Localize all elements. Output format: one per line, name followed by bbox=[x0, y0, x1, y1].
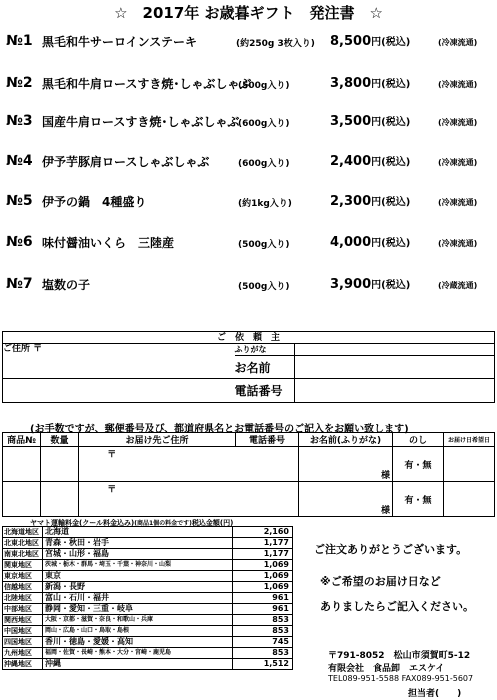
shipping-row bbox=[3, 582, 293, 593]
shipping-fee: 1,177 bbox=[233, 538, 293, 549]
shipping-fee: 1,069 bbox=[233, 571, 293, 582]
shipping-row bbox=[3, 659, 293, 670]
order-header-cell: お名前(ふりがな) bbox=[299, 433, 393, 447]
product-number: №4 bbox=[6, 153, 33, 169]
shipping-row bbox=[3, 637, 293, 648]
shipping-table bbox=[2, 526, 293, 670]
product-row bbox=[0, 234, 497, 254]
shipping-region: 関東地区 bbox=[3, 560, 43, 571]
product-price bbox=[330, 75, 410, 91]
shipping-region: 関西地区 bbox=[3, 615, 43, 626]
postal-mark: 〒 bbox=[107, 450, 117, 460]
product-row bbox=[0, 33, 497, 53]
product-name: 伊予芋豚肩ロースしゃぶしゃぶ bbox=[42, 155, 210, 169]
order-cell[interactable] bbox=[236, 482, 299, 517]
product-quantity: (約1kg入り) bbox=[238, 199, 292, 209]
shipping-fee: 1,069 bbox=[233, 560, 293, 571]
product-row bbox=[0, 193, 497, 213]
product-shipping-type: (冷凍流通) bbox=[438, 239, 478, 248]
product-number: №2 bbox=[6, 75, 33, 91]
thanks-message: ご注文ありがとうございます。 bbox=[314, 543, 468, 556]
price-value: 3,800 bbox=[330, 76, 372, 91]
shipping-row bbox=[3, 626, 293, 637]
person-in-charge: 担当者( ) bbox=[408, 689, 462, 699]
shipping-fee: 853 bbox=[233, 626, 293, 637]
order-table bbox=[2, 432, 495, 517]
product-shipping-type: (冷凍流通) bbox=[438, 158, 478, 167]
price-value: 2,400 bbox=[330, 154, 372, 169]
product-price bbox=[330, 153, 410, 169]
shipping-region: 四国地区 bbox=[3, 637, 43, 648]
phone-label: 電話番号 bbox=[235, 379, 295, 403]
shipping-region: 中国地区 bbox=[3, 626, 43, 637]
sama-cell[interactable] bbox=[299, 447, 393, 482]
product-price bbox=[330, 193, 410, 209]
order-address-cell[interactable] bbox=[79, 447, 236, 482]
company-tel-fax: TEL089-951-5588 FAX089-951-5607 bbox=[328, 674, 474, 683]
order-header-cell: お届け日希望日 bbox=[444, 433, 495, 447]
order-cell[interactable] bbox=[3, 482, 41, 517]
product-name: 国産牛肩ロースすき焼･しゃぶしゃぶ bbox=[42, 115, 240, 129]
price-tax-label: 円(税込) bbox=[371, 37, 411, 48]
shipping-prefectures: 静岡・愛知・三重・岐阜 bbox=[43, 604, 233, 615]
order-header-cell: お届け先ご住所 bbox=[79, 433, 236, 447]
shipping-fee: 1,069 bbox=[233, 582, 293, 593]
shipping-fee: 961 bbox=[233, 593, 293, 604]
product-name: 味付醤油いくら 三陸産 bbox=[42, 236, 175, 250]
product-price bbox=[330, 113, 410, 129]
shipping-fee: 1,177 bbox=[233, 549, 293, 560]
shipping-caption-main: ヤマト運輸料金(クール料金込み) bbox=[30, 519, 135, 527]
order-header-cell: 電話番号 bbox=[236, 433, 299, 447]
shipping-region: 沖縄地区 bbox=[3, 659, 43, 670]
product-name: 黒毛和牛サーロインステーキ bbox=[42, 35, 198, 49]
order-header-cell: のし bbox=[393, 433, 444, 447]
product-shipping-type: (冷凍流通) bbox=[438, 80, 478, 89]
product-row bbox=[0, 153, 497, 173]
shipping-fee: 745 bbox=[233, 637, 293, 648]
postal-mark: 〒 bbox=[107, 485, 117, 495]
price-value: 3,500 bbox=[330, 114, 372, 129]
shipping-prefectures: 富山・石川・福井 bbox=[43, 593, 233, 604]
price-value: 2,300 bbox=[330, 194, 372, 209]
company-name: 有限会社 食品卸 エスケイ bbox=[328, 664, 445, 674]
product-number: №1 bbox=[6, 33, 33, 49]
page-title: ☆ 2017年 お歳暮ギフト 発注書 ☆ bbox=[114, 4, 383, 22]
product-row bbox=[0, 113, 497, 133]
shipping-region: 北東北地区 bbox=[3, 538, 43, 549]
price-value: 8,500 bbox=[330, 34, 372, 49]
furigana-field[interactable] bbox=[295, 344, 495, 356]
shipping-row bbox=[3, 604, 293, 615]
order-header-cell: 数量 bbox=[41, 433, 79, 447]
shipping-caption-small: (商品1個の料金です) bbox=[134, 520, 192, 527]
product-number: №3 bbox=[6, 113, 33, 129]
price-value: 3,900 bbox=[330, 277, 372, 292]
shipping-prefectures: 東京 bbox=[43, 571, 233, 582]
order-cell[interactable] bbox=[41, 447, 79, 482]
product-price bbox=[330, 276, 410, 292]
shipping-prefectures: 北海道 bbox=[43, 527, 233, 538]
request-message-1: ※ご希望のお届け日など bbox=[320, 575, 441, 588]
product-quantity: (500g入り) bbox=[238, 282, 290, 292]
client-table bbox=[2, 331, 495, 403]
product-number: №5 bbox=[6, 193, 33, 209]
order-address-cell[interactable] bbox=[79, 482, 236, 517]
address-label-cell bbox=[3, 344, 235, 379]
name-label: お名前 bbox=[235, 356, 295, 379]
address-field[interactable] bbox=[3, 379, 235, 403]
company-address: 〒791-8052 松山市須賀町5-12 bbox=[328, 651, 471, 661]
price-tax-label: 円(税込) bbox=[371, 197, 411, 208]
shipping-prefectures: 大阪・京都・滋賀・奈良・和歌山・兵庫 bbox=[43, 615, 233, 626]
product-name: 塩数の子 bbox=[42, 278, 91, 292]
shipping-region: 中部地区 bbox=[3, 604, 43, 615]
shipping-prefectures: 宮城・山形・福島 bbox=[43, 549, 233, 560]
order-cell[interactable] bbox=[236, 447, 299, 482]
shipping-caption-tail: 税込金額(円) bbox=[191, 519, 234, 527]
shipping-prefectures: 福岡・佐賀・長崎・熊本・大分・宮崎・鹿児島 bbox=[43, 648, 233, 659]
product-shipping-type: (冷凍流通) bbox=[438, 38, 478, 47]
order-cell[interactable] bbox=[41, 482, 79, 517]
price-tax-label: 円(税込) bbox=[371, 238, 411, 249]
price-tax-label: 円(税込) bbox=[371, 157, 411, 168]
name-field[interactable] bbox=[295, 356, 495, 379]
shipping-row bbox=[3, 593, 293, 604]
postal-mark: 〒 bbox=[33, 344, 43, 354]
shipping-fee: 853 bbox=[233, 648, 293, 659]
shipping-prefectures: 香川・徳島・愛媛・高知 bbox=[43, 637, 233, 648]
product-shipping-type: (冷蔵流通) bbox=[438, 281, 478, 290]
notice-text: (お手数ですが、郵便番号及び、都道府県名とお電話番号のご記入をお願い致します) bbox=[30, 424, 409, 435]
shipping-fee: 2,160 bbox=[233, 527, 293, 538]
shipping-row bbox=[3, 648, 293, 659]
address-label: ご住所 bbox=[3, 344, 31, 354]
shipping-prefectures: 岡山・広島・山口・鳥取・島根 bbox=[43, 626, 233, 637]
client-header: ご 依 頼 主 bbox=[3, 332, 495, 344]
product-quantity: (600g入り) bbox=[238, 119, 290, 129]
shipping-fee: 853 bbox=[233, 615, 293, 626]
request-message-2: ありましたらご記入ください。 bbox=[320, 600, 474, 613]
product-row bbox=[0, 75, 497, 95]
noshi-option[interactable]: 有・無 bbox=[393, 447, 444, 482]
order-header-cell: 商品№ bbox=[3, 433, 41, 447]
product-name: 黒毛和牛肩ロースすき焼･しゃぶしゃぶ bbox=[42, 77, 252, 91]
product-number: №7 bbox=[6, 276, 33, 292]
shipping-fee: 1,512 bbox=[233, 659, 293, 670]
product-quantity: (約250g 3枚入り) bbox=[236, 39, 315, 49]
order-cell[interactable] bbox=[3, 447, 41, 482]
shipping-prefectures: 青森・秋田・岩手 bbox=[43, 538, 233, 549]
shipping-prefectures: 茨城・栃木・群馬・埼玉・千葉・神奈川・山梨 bbox=[43, 560, 233, 571]
furigana-label: ふりがな bbox=[235, 344, 295, 356]
shipping-region: 九州地区 bbox=[3, 648, 43, 659]
order-cell[interactable] bbox=[444, 482, 495, 517]
phone-field[interactable] bbox=[295, 379, 495, 403]
shipping-row bbox=[3, 615, 293, 626]
price-tax-label: 円(税込) bbox=[371, 117, 411, 128]
product-shipping-type: (冷凍流通) bbox=[438, 198, 478, 207]
shipping-prefectures: 新潟・長野 bbox=[43, 582, 233, 593]
shipping-region: 南東北地区 bbox=[3, 549, 43, 560]
shipping-row bbox=[3, 560, 293, 571]
product-quantity: (500g入り) bbox=[238, 81, 290, 91]
product-quantity: (500g入り) bbox=[238, 240, 290, 250]
shipping-region: 北海道地区 bbox=[3, 527, 43, 538]
shipping-region: 信越地区 bbox=[3, 582, 43, 593]
product-price bbox=[330, 33, 410, 49]
shipping-region: 東京地区 bbox=[3, 571, 43, 582]
order-cell[interactable] bbox=[444, 447, 495, 482]
shipping-prefectures: 沖縄 bbox=[43, 659, 233, 670]
shipping-row bbox=[3, 538, 293, 549]
product-quantity: (600g入り) bbox=[238, 159, 290, 169]
price-tax-label: 円(税込) bbox=[371, 79, 411, 90]
sama-label: 様 bbox=[380, 506, 390, 516]
sama-label: 様 bbox=[380, 471, 390, 481]
product-price bbox=[330, 234, 410, 250]
noshi-option[interactable]: 有・無 bbox=[393, 482, 444, 517]
product-row bbox=[0, 276, 497, 296]
shipping-fee: 961 bbox=[233, 604, 293, 615]
shipping-region: 北陸地区 bbox=[3, 593, 43, 604]
shipping-row bbox=[3, 571, 293, 582]
product-name: 伊予の鍋 4種盛り bbox=[42, 195, 147, 209]
product-shipping-type: (冷凍流通) bbox=[438, 118, 478, 127]
shipping-row bbox=[3, 527, 293, 538]
price-tax-label: 円(税込) bbox=[371, 280, 411, 291]
product-number: №6 bbox=[6, 234, 33, 250]
shipping-row bbox=[3, 549, 293, 560]
sama-cell[interactable] bbox=[299, 482, 393, 517]
price-value: 4,000 bbox=[330, 235, 372, 250]
